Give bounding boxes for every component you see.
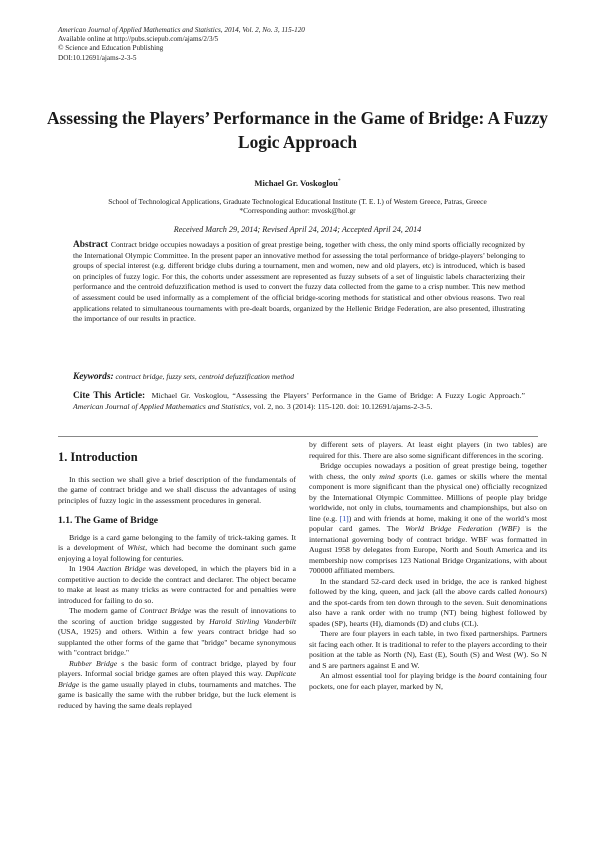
affiliation-line: School of Technological Applications, Graduate Technological Educational Institute (T. E. I.) of Western Greece, Patras, Greece	[108, 197, 487, 206]
section-heading-introduction: 1. Introduction	[58, 450, 138, 464]
cite-text-tail: vol. 2, no. 3 (2014): 115-120. doi: 10.12691/ajams-2-3-5.	[253, 401, 433, 411]
body-paragraph: The modern game of Contract Bridge was the result of innovations to the scoring of auction bridge suggested by Harold Stirling Vanderbilt (USA, 1925) and others. Within a few years contract bridge had so supplanted the other forms of the game that "bridge" became synonymous with "contract bridge."	[58, 606, 296, 657]
body-paragraph: An almost essential tool for playing bridge is the board containing four pockets, one for each player, marked by N,	[309, 671, 547, 691]
left-column	[58, 440, 296, 711]
body-paragraph: In 1904 Auction Bridge was developed, in which the players bid in a competitive auction to decide the contract and declarer. The object became to make at least as many tricks as were contracted for and penalties were introduced for failing to do so.	[58, 564, 296, 605]
cite-label: Cite This Article:	[73, 391, 146, 401]
publisher-line: © Science and Education Publishing	[58, 44, 164, 53]
subsection-heading-game-of-bridge: 1.1. The Game of Bridge	[58, 515, 159, 526]
body-paragraph: In the standard 52-card deck used in bridge, the ace is ranked highest followed by the king, queen, and jack (all the above cards called honours) and the spot-cards from ten down through to the seven. Suit denominations also have a rank order with no trump (NT) being highest followed by spades (SP), hearts (H), diamonds (D) and clubs (CL).	[309, 576, 547, 628]
cite-this-article	[73, 391, 525, 413]
intro-paragraph: In this section we shall give a brief description of the fundamentals of the game of contract bridge and we shall discuss the advantages of using principles of fuzzy logic in the assessment procedures in general.	[58, 474, 296, 505]
keywords	[73, 372, 525, 383]
author-line	[0, 178, 595, 188]
doi-line: DOI:10.12691/ajams-2-3-5	[58, 53, 137, 62]
right-column	[309, 440, 547, 692]
keywords-label: Keywords:	[73, 372, 114, 382]
received-dates: Received March 29, 2014; Revised April 24, 2014; Accepted April 24, 2014	[173, 225, 422, 234]
corresponding-author: *Corresponding author: mvosk@hol.gr	[239, 206, 356, 216]
journal-citation-line: American Journal of Applied Mathematics and Statistics, 2014, Vol. 2, No. 3, 115-120	[58, 26, 305, 34]
abstract-label: Abstract	[73, 240, 108, 250]
body-paragraph: Bridge is a card game belonging to the family of trick-taking games. It is a development of Whist, which had become the dominant such game enjoying a loyal following for centuries.	[58, 532, 296, 563]
cite-text: Michael Gr. Voskoglou, “Assessing the Players’ Performance in the Game of Bridge: A Fuzzy Logic Approach.”	[151, 391, 525, 400]
availability-line: Available online at http://pubs.sciepub.com/ajams/2/3/5	[58, 35, 219, 44]
keywords-text: contract bridge, fuzzy sets, centroid defuzzification method	[115, 372, 295, 381]
author-name: Michael Gr. Voskoglou	[254, 178, 338, 188]
title-block	[40, 106, 555, 154]
body-paragraph: Bridge occupies nowadays a position of great prestige being, together with chess, the only mind sports (i.e. games or skills where the mental component is more significant than the physical one) officially recognized by the International Olympic Committee. Millions of people play bridge worldwide, not only in clubs, tournaments and championships, but also on line (e.g. [1]) and with friends at home, making it one of the world’s most popular card games. The World Bridge Federation (WBF) is the international governing body of contract bridge. WBF was formatted in August 1958 by delegates from Europe, North and South America and its membership now comprises 123 National Bridge Organizations, with about 700000 affiliated members.	[309, 461, 548, 575]
abstract-text: Contract bridge occupies nowadays a position of great prestige being, together with chess, the only mind sports officially recognized by the International Olympic Committee. In the present paper an innovative method for assessing the total performance of bridge-players’ belonging to groups of special interest (e.g. different bridge clubs during a tournament, men and women, new and old players, etc) is introduced, which is based on principles of fuzzy logic. For this, the cohorts under assessment are represented as fuzzy subsets of a set of linguistic labels characterizing their performance and the centroid defuzzification method is used to convert the fuzzy data collected from the game to a crisp number. This new method of assessment could be used informally as a complement of the official bridge-scoring methods for statistical and other obvious reasons. Two real applications related to simultaneous tournaments with pre-dealt boards, organized by the Hellenic Bridge Federation, are also presented, illustrating the importance of our results in practice.	[73, 240, 525, 324]
reference-link[interactable]: [1]	[339, 513, 349, 523]
journal-header	[58, 26, 538, 63]
body-paragraph: by different sets of players. At least eight players (in two tables) are required for this. There are also some significant differences in the scoring.	[309, 440, 547, 460]
body-paragraph: There are four players in each table, in two fixed partnerships. Partners sit facing each other. It is traditional to refer to the players according to their position at the table as North (N), East (E), South (S) and West (W). So N and S are partners against E and W.	[309, 629, 547, 670]
abstract	[73, 240, 525, 325]
body-paragraph: Rubber Bridge s the basic form of contract bridge, played by four players. Informal social bridge games are often played this way. Duplicate Bridge is the game usually played in clubs, tournaments and matches. The game is basically the same with the rubber bridge, but the luck element is reduced by having the same deals replayed	[58, 658, 296, 710]
paper-title: Assessing the Players’ Performance in the Game of Bridge: A Fuzzy Logic Approach	[46, 108, 548, 152]
corresponding-mark: *	[337, 178, 341, 185]
affiliation	[40, 197, 555, 215]
section-divider	[58, 436, 538, 437]
cite-journal: American Journal of Applied Mathematics and Statistics,	[73, 401, 252, 411]
